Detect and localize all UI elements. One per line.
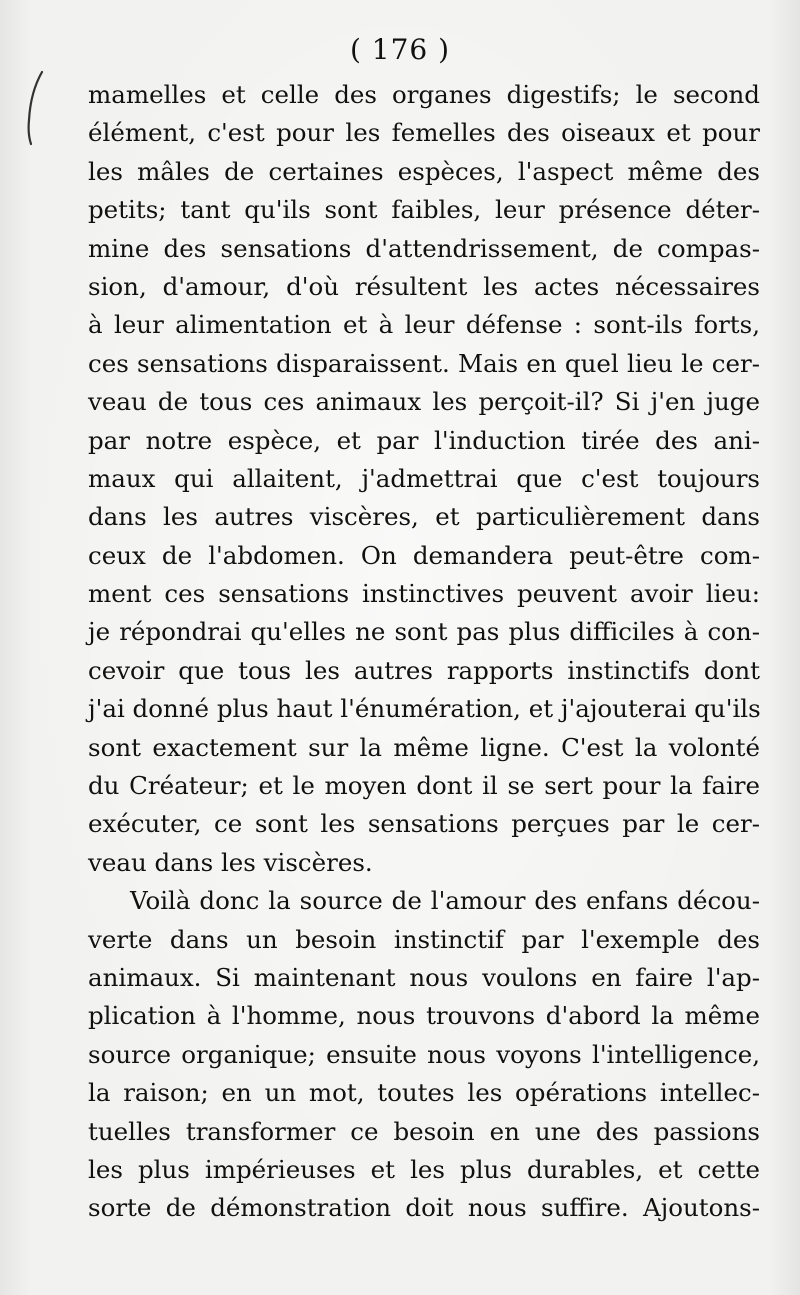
- text-line: maux qui allaitent, j'admettrai que c'est toujours: [88, 463, 760, 493]
- text-line: veau dans les viscères.: [88, 847, 373, 877]
- text-line: j'ai donné plus haut l'énumération, et j'ajouterai qu'ils: [88, 694, 761, 724]
- text-line: veau de tous ces animaux les perçoit-il? Si j'en juge: [88, 387, 760, 417]
- text-line: cevoir que tous les autres rapports instinctifs dont: [88, 655, 760, 685]
- text-line: sion, d'amour, d'où résultent les actes nécessaires: [88, 271, 760, 301]
- text-line: tuelles transformer ce besoin en une des passions: [88, 1116, 760, 1146]
- text-line: mamelles et celle des organes digestifs; le second: [88, 80, 760, 109]
- text-line: ment ces sensations instinctives peuvent avoir lieu:: [88, 579, 760, 609]
- text-line: exécuter, ce sont les sensations perçues par le cer-: [88, 809, 760, 839]
- text-line: animaux. Si maintenant nous voulons en faire l'ap-: [88, 962, 760, 992]
- text-line: Voilà donc la source de l'amour des enfans décou-: [130, 886, 760, 916]
- body-text: [88, 76, 760, 1228]
- text-line: les plus impérieuses et les plus durables, et cette: [88, 1154, 760, 1184]
- text-line: plication à l'homme, nous trouvons d'abord la même: [88, 1001, 760, 1031]
- text-line: petits; tant qu'ils sont faibles, leur présence déter-: [88, 195, 760, 225]
- text-line: ceux de l'abdomen. On demandera peut-être com-: [88, 540, 760, 570]
- text-line: la raison; en un mot, toutes les opérations intellec-: [88, 1078, 760, 1108]
- text-line: verte dans un besoin instinctif par l'exemple des: [88, 924, 760, 954]
- text-line: à leur alimentation et à leur défense : sont-ils forts,: [88, 310, 760, 340]
- page-number: ( 176 ): [349, 33, 451, 66]
- text-line: dans les autres viscères, et particulièrement dans: [88, 502, 760, 532]
- text-line: ces sensations disparaissent. Mais en quel lieu le cer-: [88, 348, 760, 378]
- text-line: source organique; ensuite nous voyons l'intelligence,: [88, 1039, 760, 1069]
- text-line: mine des sensations d'attendrissement, de compas-: [88, 233, 760, 263]
- text-line: je répondrai qu'elles ne sont pas plus difficiles à con-: [88, 617, 760, 647]
- text-line: par notre espèce, et par l'induction tirée des ani-: [88, 425, 760, 455]
- text-line: du Créateur; et le moyen dont il se sert pour la faire: [88, 771, 760, 801]
- margin-pen-mark-icon: [18, 68, 48, 148]
- text-line: sorte de démonstration doit nous suffire. Ajoutons-: [88, 1193, 760, 1223]
- text-line: sont exactement sur la même ligne. C'est la volonté: [88, 732, 760, 762]
- text-line: élément, c'est pour les femelles des oiseaux et pour: [88, 118, 760, 148]
- text-line: les mâles de certaines espèces, l'aspect même des: [88, 156, 760, 186]
